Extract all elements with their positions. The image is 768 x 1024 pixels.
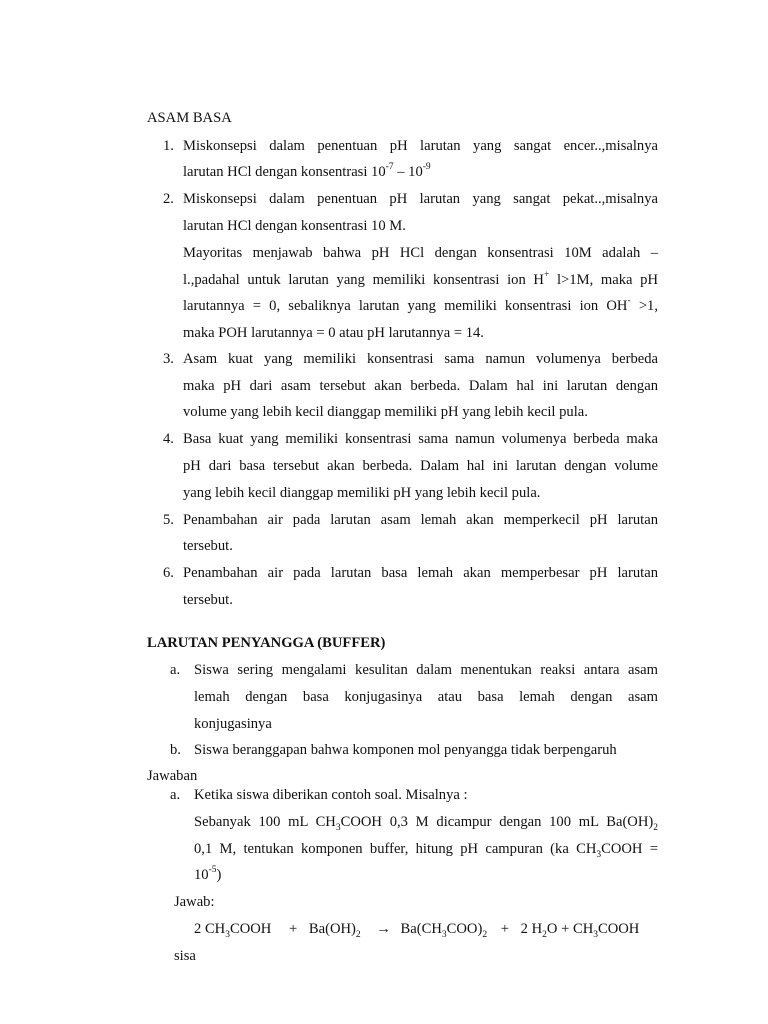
problem-text: 0,1 M, tentukan komponen buffer, hitung pH campuran (ka $CH_3COOH$ = <box>194 841 658 860</box>
arrow-icon: → <box>376 921 391 937</box>
list-number: 4. <box>163 431 174 447</box>
list-number: 2. <box>163 191 174 207</box>
list-text: Penambahan air pada larutan basa lemah akan memperbesar pH larutan <box>183 565 658 581</box>
list-text: Ketika siswa diberikan contoh soal. Misalnya : <box>194 787 468 803</box>
reaction-equation: 2 $CH_3COOH + Ba(OH)_2 \to Ba(CH_3COO)_2 + 2$ $H_2O$ + $CH_3COOH$ <box>194 921 640 940</box>
list-text: Siswa sering mengalami kesulitan dalam menentukan reaksi antara asam <box>194 662 658 678</box>
list-number: 1. <box>163 138 174 154</box>
jawab-label: Jawab: <box>174 894 215 910</box>
list-letter: a. <box>170 787 181 803</box>
section-title-buffer: LARUTAN PENYANGGA (BUFFER) <box>147 635 386 651</box>
list-text: pH dari basa tersebut akan berbeda. Dalam hal ini larutan dengan volume <box>183 458 658 474</box>
list-text: Penambahan air pada larutan asam lemah akan memperkecil pH larutan <box>183 512 658 528</box>
paragraph-text: Mayoritas menjawab bahwa pH HCl dengan konsentrasi 10M adalah – <box>183 245 658 261</box>
list-text: tersebut. <box>183 538 233 554</box>
paragraph-text: l.,padahal untuk larutan yang memiliki konsentrasi ion H+ l>1M, maka pH <box>183 270 659 288</box>
list-number: 3. <box>163 351 174 367</box>
list-text: volume yang lebih kecil dianggap memiliki pH yang lebih kecil pula. <box>183 404 588 420</box>
list-number: 5. <box>163 512 174 528</box>
paragraph-text: maka POH larutannya = 0 atau pH larutannya = 14. <box>183 325 484 341</box>
sisa-label: sisa <box>174 948 196 964</box>
list-text: Miskonsepsi dalam penentuan pH larutan yang sangat encer..,misalnya <box>183 138 658 154</box>
list-text: Miskonsepsi dalam penentuan pH larutan yang sangat pekat..,misalnya <box>183 191 658 207</box>
problem-text: Sebanyak 100 mL $CH_3COOH$ 0,3 M dicampur dengan 100 mL $Ba(OH)_2$ <box>194 814 658 833</box>
problem-text: $10^{-5}$) <box>194 865 222 883</box>
list-letter: b. <box>170 742 181 758</box>
list-letter: a. <box>170 662 181 678</box>
list-text: yang lebih kecil dianggap memiliki pH yang lebih kecil pula. <box>183 485 541 501</box>
list-text: larutan HCl dengan konsentrasi $10^{-7} - 10^{-9}$ <box>183 162 431 180</box>
list-text: konjugasinya <box>194 716 272 732</box>
list-text: Asam kuat yang memiliki konsentrasi sama namun volumenya berbeda <box>183 351 658 367</box>
list-text: Basa kuat yang memiliki konsentrasi sama namun volumenya berbeda maka <box>183 431 658 447</box>
section-title-jawaban: Jawaban <box>147 768 198 784</box>
paragraph-text: larutannya = 0, sebaliknya larutan yang memiliki konsentrasi ion OH- >1, <box>183 296 659 314</box>
list-text: maka pH dari asam tersebut akan berbeda. Dalam hal ini larutan dengan <box>183 378 658 394</box>
list-text: tersebut. <box>183 592 233 608</box>
list-number: 6. <box>163 565 174 581</box>
list-text: Siswa beranggapan bahwa komponen mol penyangga tidak berpengaruh <box>194 742 617 758</box>
section-title-asam-basa: ASAM BASA <box>147 110 232 126</box>
list-text: larutan HCl dengan konsentrasi 10 M. <box>183 218 406 234</box>
list-text: lemah dengan basa konjugasinya atau basa lemah dengan asam <box>194 689 658 705</box>
